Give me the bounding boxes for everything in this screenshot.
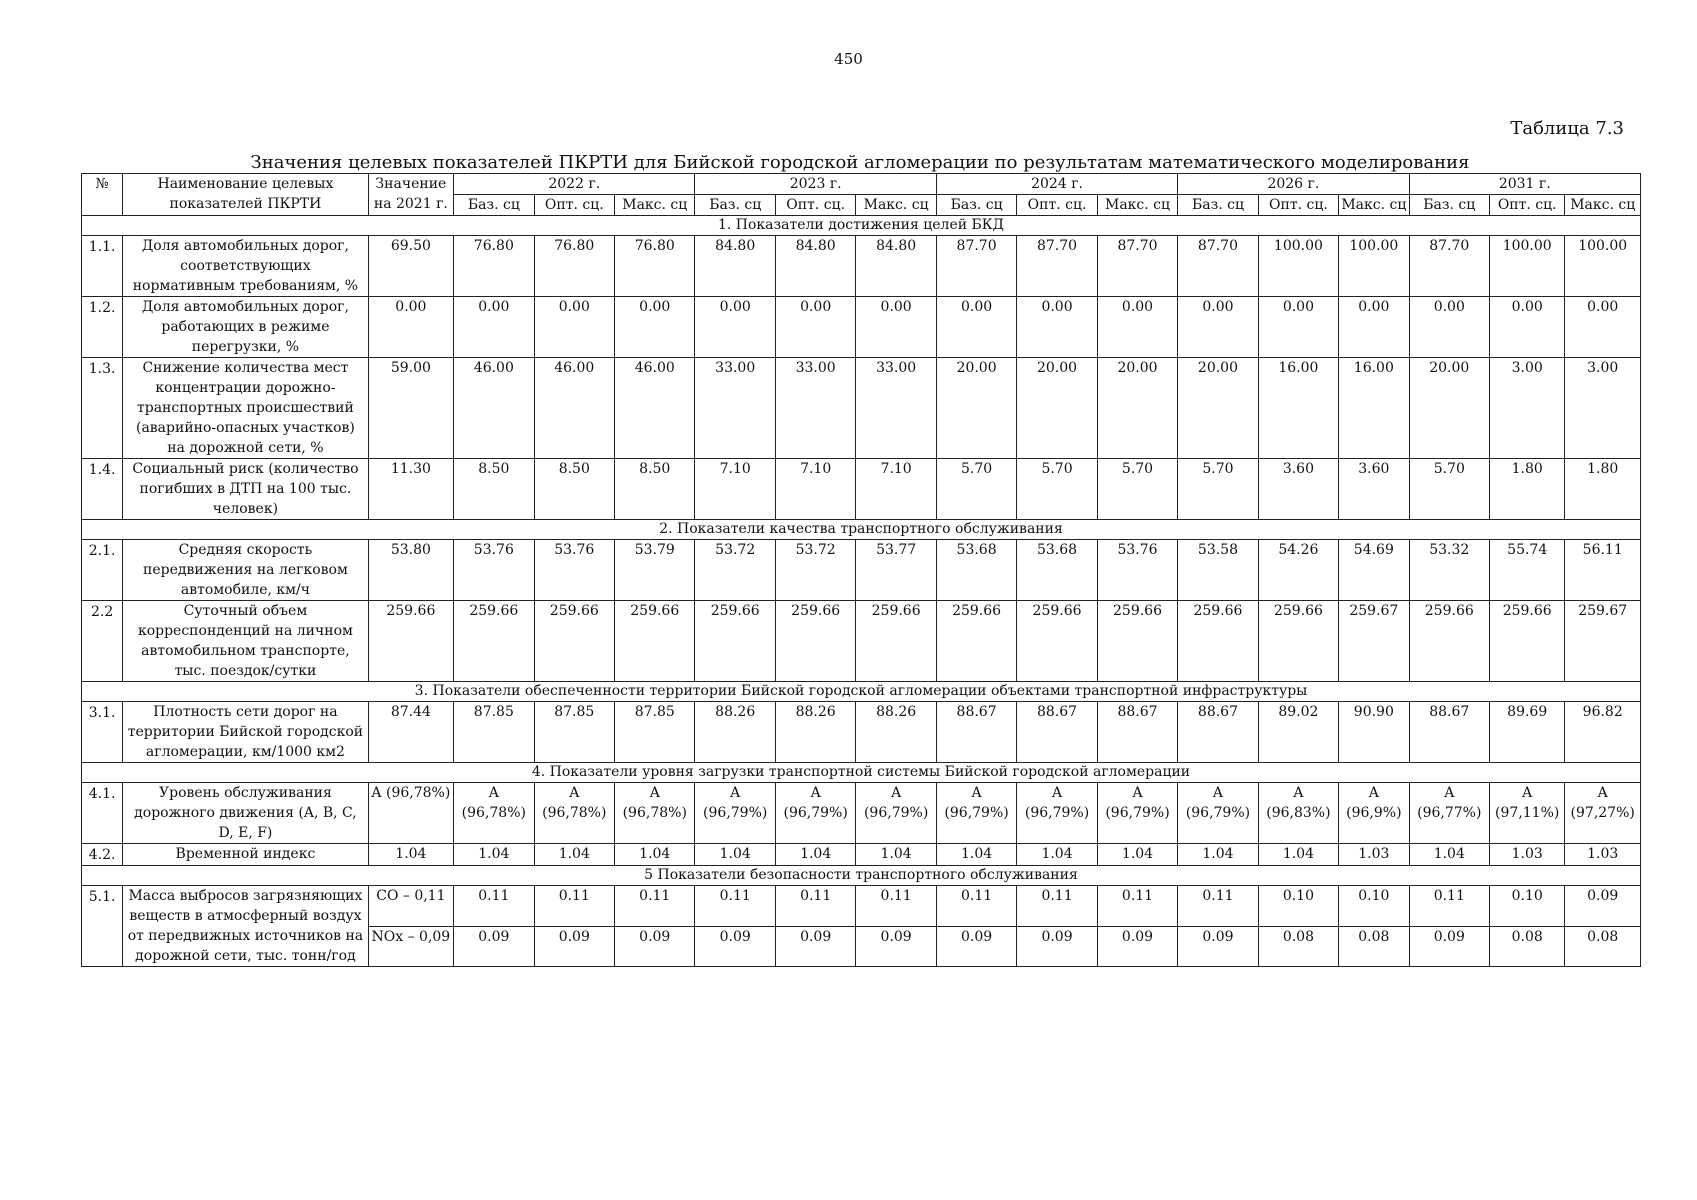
value-cell: A (96,79%) <box>1017 783 1097 844</box>
header-scenario: Баз. сц <box>695 195 775 216</box>
value-cell: 0.09 <box>856 926 936 967</box>
value-cell: 0.11 <box>1409 886 1489 927</box>
section-row <box>82 520 1641 540</box>
header-scenario: Макс. сц <box>1097 195 1177 216</box>
value-cell: 76.80 <box>615 236 695 297</box>
table-row <box>82 459 1641 520</box>
value-cell: 0.11 <box>1178 886 1258 927</box>
value-cell: A (96,79%) <box>1178 783 1258 844</box>
value-cell: 33.00 <box>856 358 936 459</box>
value-cell: 16.00 <box>1339 358 1409 459</box>
value-cell: 53.76 <box>454 540 534 601</box>
value-2021: 69.50 <box>368 236 453 297</box>
value-cell: 0.08 <box>1339 926 1409 967</box>
value-cell: 96.82 <box>1565 702 1641 763</box>
table-row <box>82 601 1641 682</box>
value-cell: 259.66 <box>615 601 695 682</box>
value-cell: 88.26 <box>856 702 936 763</box>
value-cell: 55.74 <box>1490 540 1565 601</box>
table-row <box>82 297 1641 358</box>
section-row <box>82 216 1641 236</box>
indicators-table-wrapper <box>81 173 1641 967</box>
value-cell: A (96,78%) <box>534 783 614 844</box>
value-cell: 1.80 <box>1490 459 1565 520</box>
value-cell: 0.00 <box>856 297 936 358</box>
table-row <box>82 540 1641 601</box>
row-number: 2.2 <box>82 601 123 682</box>
value-2021: 59.00 <box>368 358 453 459</box>
value-cell: 259.66 <box>1258 601 1338 682</box>
section-row <box>82 763 1641 783</box>
header-year: 2022 г. <box>454 174 695 195</box>
value-cell: 5.70 <box>1409 459 1489 520</box>
value-cell: 20.00 <box>1409 358 1489 459</box>
value-cell: 0.09 <box>1178 926 1258 967</box>
value-cell: 1.03 <box>1565 844 1641 866</box>
value-cell: 87.70 <box>1097 236 1177 297</box>
value-cell: 84.80 <box>695 236 775 297</box>
value-cell: 1.04 <box>1258 844 1338 866</box>
value-cell: 259.66 <box>1017 601 1097 682</box>
header-year: 2026 г. <box>1178 174 1409 195</box>
value-cell: 259.66 <box>534 601 614 682</box>
value-cell: 0.09 <box>615 926 695 967</box>
value-cell: 88.67 <box>936 702 1016 763</box>
value-cell: 0.09 <box>454 926 534 967</box>
value-cell: 0.09 <box>534 926 614 967</box>
value-2021: CO – 0,11 <box>368 886 453 927</box>
value-cell: 89.69 <box>1490 702 1565 763</box>
value-cell: 5.70 <box>1178 459 1258 520</box>
value-cell: 76.80 <box>454 236 534 297</box>
value-cell: 0.09 <box>1565 886 1641 927</box>
header-scenario: Баз. сц <box>936 195 1016 216</box>
value-cell: 88.67 <box>1409 702 1489 763</box>
value-cell: 0.00 <box>1097 297 1177 358</box>
row-number: 3.1. <box>82 702 123 763</box>
value-cell: 0.11 <box>454 886 534 927</box>
value-cell: 88.26 <box>695 702 775 763</box>
value-cell: A (96,9%) <box>1339 783 1409 844</box>
value-cell: 0.11 <box>534 886 614 927</box>
value-cell: 1.04 <box>1097 844 1177 866</box>
value-cell: 0.08 <box>1490 926 1565 967</box>
indicator-name: Уровень обслуживания дорожного движения (A, B, C, D, E, F) <box>123 783 368 844</box>
value-cell: A (96,79%) <box>1097 783 1177 844</box>
value-cell: 0.00 <box>454 297 534 358</box>
value-cell: 20.00 <box>1178 358 1258 459</box>
value-cell: 76.80 <box>534 236 614 297</box>
value-cell: 0.00 <box>1178 297 1258 358</box>
header-scenario: Опт. сц. <box>1258 195 1338 216</box>
value-cell: 0.09 <box>1017 926 1097 967</box>
value-2021: 11.30 <box>368 459 453 520</box>
value-cell: 0.10 <box>1258 886 1338 927</box>
value-cell: 46.00 <box>615 358 695 459</box>
value-cell: 1.04 <box>1409 844 1489 866</box>
value-cell: 0.00 <box>615 297 695 358</box>
header-num: № <box>82 174 123 216</box>
value-cell: 88.26 <box>775 702 855 763</box>
value-cell: 53.58 <box>1178 540 1258 601</box>
value-cell: 0.09 <box>695 926 775 967</box>
value-cell: 89.02 <box>1258 702 1338 763</box>
section-title: 2. Показатели качества транспортного обслуживания <box>82 520 1641 540</box>
value-cell: 53.77 <box>856 540 936 601</box>
value-cell: 0.11 <box>615 886 695 927</box>
value-cell: 0.11 <box>695 886 775 927</box>
value-cell: 0.09 <box>1097 926 1177 967</box>
value-cell: A (97,27%) <box>1565 783 1641 844</box>
header-scenario: Макс. сц <box>1339 195 1409 216</box>
value-cell: 0.00 <box>775 297 855 358</box>
header-scenario: Опт. сц. <box>1017 195 1097 216</box>
value-cell: 0.10 <box>1490 886 1565 927</box>
value-cell: 53.32 <box>1409 540 1489 601</box>
header-scenario: Макс. сц <box>1565 195 1641 216</box>
value-cell: 1.04 <box>936 844 1016 866</box>
indicator-name: Плотность сети дорог на территории Бийской городской агломерации, км/1000 км2 <box>123 702 368 763</box>
header-scenario: Баз. сц <box>1178 195 1258 216</box>
value-cell: 53.79 <box>615 540 695 601</box>
header-scenario: Баз. сц <box>454 195 534 216</box>
value-cell: 0.10 <box>1339 886 1409 927</box>
value-cell: 100.00 <box>1565 236 1641 297</box>
value-cell: 100.00 <box>1490 236 1565 297</box>
value-cell: 0.11 <box>1097 886 1177 927</box>
value-2021: 87.44 <box>368 702 453 763</box>
value-cell: 54.69 <box>1339 540 1409 601</box>
value-cell: A (96,79%) <box>695 783 775 844</box>
table-label: Таблица 7.3 <box>1510 118 1624 139</box>
header-value-2021: Значение на 2021 г. <box>368 174 453 216</box>
value-cell: 259.66 <box>1490 601 1565 682</box>
value-cell: 1.03 <box>1490 844 1565 866</box>
value-cell: 0.09 <box>936 926 1016 967</box>
indicator-name: Временной индекс <box>123 844 368 866</box>
value-cell: 0.08 <box>1258 926 1338 967</box>
value-cell: 7.10 <box>695 459 775 520</box>
row-number: 5.1. <box>82 886 123 967</box>
value-cell: 1.04 <box>856 844 936 866</box>
value-cell: 20.00 <box>1097 358 1177 459</box>
value-cell: 0.00 <box>1339 297 1409 358</box>
value-cell: 5.70 <box>936 459 1016 520</box>
indicator-name: Суточный объем корреспонденций на личном автомобильном транспорте, тыс. поездок/сутки <box>123 601 368 682</box>
indicator-name: Доля автомобильных дорог, соответствующих нормативным требованиям, % <box>123 236 368 297</box>
value-cell: 87.70 <box>1017 236 1097 297</box>
value-cell: 1.04 <box>615 844 695 866</box>
value-cell: 259.66 <box>1409 601 1489 682</box>
header-year: 2024 г. <box>936 174 1177 195</box>
value-2021: 259.66 <box>368 601 453 682</box>
header-scenario: Макс. сц <box>615 195 695 216</box>
value-cell: 3.60 <box>1339 459 1409 520</box>
value-cell: 90.90 <box>1339 702 1409 763</box>
value-cell: 259.66 <box>454 601 534 682</box>
value-cell: 84.80 <box>775 236 855 297</box>
value-cell: 0.09 <box>775 926 855 967</box>
value-2021: 53.80 <box>368 540 453 601</box>
indicator-name: Доля автомобильных дорог, работающих в режиме перегрузки, % <box>123 297 368 358</box>
table-row <box>82 236 1641 297</box>
value-cell: A (97,11%) <box>1490 783 1565 844</box>
indicator-name: Социальный риск (количество погибших в ДТП на 100 тыс. человек) <box>123 459 368 520</box>
value-cell: 100.00 <box>1339 236 1409 297</box>
value-cell: 259.66 <box>1097 601 1177 682</box>
value-cell: 3.00 <box>1490 358 1565 459</box>
value-cell: 87.70 <box>1178 236 1258 297</box>
section-row <box>82 866 1641 886</box>
value-cell: 1.80 <box>1565 459 1641 520</box>
value-2021: 1.04 <box>368 844 453 866</box>
value-cell: 87.70 <box>936 236 1016 297</box>
header-year: 2031 г. <box>1409 174 1640 195</box>
value-cell: 54.26 <box>1258 540 1338 601</box>
section-title: 1. Показатели достижения целей БКД <box>82 216 1641 236</box>
value-cell: 259.66 <box>695 601 775 682</box>
row-number: 4.1. <box>82 783 123 844</box>
table-title: Значения целевых показателей ПКРТИ для Бийской городской агломерации по результатам математического моделирования <box>250 152 1470 173</box>
value-cell: 33.00 <box>775 358 855 459</box>
value-cell: 1.03 <box>1339 844 1409 866</box>
value-2021: NOx – 0,09 <box>368 926 453 967</box>
value-cell: 0.09 <box>1409 926 1489 967</box>
value-cell: 88.67 <box>1178 702 1258 763</box>
indicator-name: Средняя скорость передвижения на легковом автомобиле, км/ч <box>123 540 368 601</box>
value-cell: 259.66 <box>1178 601 1258 682</box>
value-cell: 53.72 <box>695 540 775 601</box>
value-cell: 259.66 <box>936 601 1016 682</box>
indicator-name: Масса выбросов загрязняющих веществ в атмосферный воздух от передвижных источников на дорожной сети, тыс. тонн/год <box>123 886 368 967</box>
section-title: 4. Показатели уровня загрузки транспортной системы Бийской городской агломерации <box>82 763 1641 783</box>
value-cell: 1.04 <box>454 844 534 866</box>
value-2021: 0.00 <box>368 297 453 358</box>
value-cell: 3.00 <box>1565 358 1641 459</box>
value-cell: 0.00 <box>534 297 614 358</box>
value-cell: 5.70 <box>1017 459 1097 520</box>
value-cell: 87.85 <box>534 702 614 763</box>
value-cell: 8.50 <box>454 459 534 520</box>
value-cell: 1.04 <box>1017 844 1097 866</box>
value-cell: 0.08 <box>1565 926 1641 967</box>
value-cell: A (96,79%) <box>856 783 936 844</box>
value-cell: 56.11 <box>1565 540 1641 601</box>
header-scenario: Опт. сц. <box>534 195 614 216</box>
value-cell: 84.80 <box>856 236 936 297</box>
value-cell: 20.00 <box>1017 358 1097 459</box>
value-cell: 88.67 <box>1097 702 1177 763</box>
indicators-table <box>81 173 1641 967</box>
value-cell: A (96,78%) <box>454 783 534 844</box>
section-title: 5 Показатели безопасности транспортного обслуживания <box>82 866 1641 886</box>
value-cell: 7.10 <box>775 459 855 520</box>
value-cell: 8.50 <box>534 459 614 520</box>
value-cell: A (96,79%) <box>775 783 855 844</box>
indicator-name: Снижение количества мест концентрации дорожно-транспортных происшествий (аварийно-опасных участков) на дорожной сети, % <box>123 358 368 459</box>
table-row <box>82 702 1641 763</box>
header-row-years <box>82 174 1641 195</box>
value-cell: 259.67 <box>1565 601 1641 682</box>
header-scenario: Опт. сц. <box>1490 195 1565 216</box>
value-cell: 0.00 <box>695 297 775 358</box>
value-cell: 87.85 <box>454 702 534 763</box>
value-cell: A (96,77%) <box>1409 783 1489 844</box>
value-cell: 46.00 <box>454 358 534 459</box>
page-number: 450 <box>834 50 863 68</box>
value-cell: 0.00 <box>1490 297 1565 358</box>
value-cell: 1.04 <box>775 844 855 866</box>
header-scenario: Макс. сц <box>856 195 936 216</box>
value-cell: A (96,83%) <box>1258 783 1338 844</box>
value-cell: 7.10 <box>856 459 936 520</box>
value-cell: 100.00 <box>1258 236 1338 297</box>
value-cell: 87.85 <box>615 702 695 763</box>
value-cell: 53.76 <box>534 540 614 601</box>
value-cell: 0.00 <box>1017 297 1097 358</box>
table-row <box>82 358 1641 459</box>
table-body <box>82 216 1641 967</box>
value-cell: 5.70 <box>1097 459 1177 520</box>
value-cell: 259.66 <box>856 601 936 682</box>
value-cell: 259.67 <box>1339 601 1409 682</box>
row-number: 1.2. <box>82 297 123 358</box>
value-cell: 20.00 <box>936 358 1016 459</box>
row-number: 1.1. <box>82 236 123 297</box>
value-cell: 33.00 <box>695 358 775 459</box>
row-number: 4.2. <box>82 844 123 866</box>
value-cell: 0.11 <box>1017 886 1097 927</box>
value-cell: 0.11 <box>775 886 855 927</box>
value-cell: 8.50 <box>615 459 695 520</box>
row-number: 1.4. <box>82 459 123 520</box>
value-cell: 1.04 <box>534 844 614 866</box>
table-row <box>82 886 1641 927</box>
value-cell: 88.67 <box>1017 702 1097 763</box>
value-cell: 53.68 <box>936 540 1016 601</box>
value-cell: 1.04 <box>695 844 775 866</box>
value-cell: 16.00 <box>1258 358 1338 459</box>
table-row <box>82 844 1641 866</box>
value-cell: 0.00 <box>936 297 1016 358</box>
value-cell: 259.66 <box>775 601 855 682</box>
table-row <box>82 783 1641 844</box>
header-scenario: Баз. сц <box>1409 195 1489 216</box>
header-name: Наименование целевых показателей ПКРТИ <box>123 174 368 216</box>
value-cell: A (96,78%) <box>615 783 695 844</box>
value-cell: 0.00 <box>1258 297 1338 358</box>
value-cell: 87.70 <box>1409 236 1489 297</box>
header-scenario: Опт. сц. <box>775 195 855 216</box>
value-cell: 0.00 <box>1409 297 1489 358</box>
header-year: 2023 г. <box>695 174 936 195</box>
value-cell: 53.72 <box>775 540 855 601</box>
section-row <box>82 682 1641 702</box>
section-title: 3. Показатели обеспеченности территории Бийской городской агломерации объектами транспортной инфраструктуры <box>82 682 1641 702</box>
value-cell: 53.76 <box>1097 540 1177 601</box>
value-cell: 0.00 <box>1565 297 1641 358</box>
value-cell: 53.68 <box>1017 540 1097 601</box>
row-number: 1.3. <box>82 358 123 459</box>
value-cell: 0.11 <box>856 886 936 927</box>
value-cell: A (96,79%) <box>936 783 1016 844</box>
value-2021: A (96,78%) <box>368 783 453 844</box>
row-number: 2.1. <box>82 540 123 601</box>
value-cell: 3.60 <box>1258 459 1338 520</box>
value-cell: 46.00 <box>534 358 614 459</box>
value-cell: 1.04 <box>1178 844 1258 866</box>
value-cell: 0.11 <box>936 886 1016 927</box>
